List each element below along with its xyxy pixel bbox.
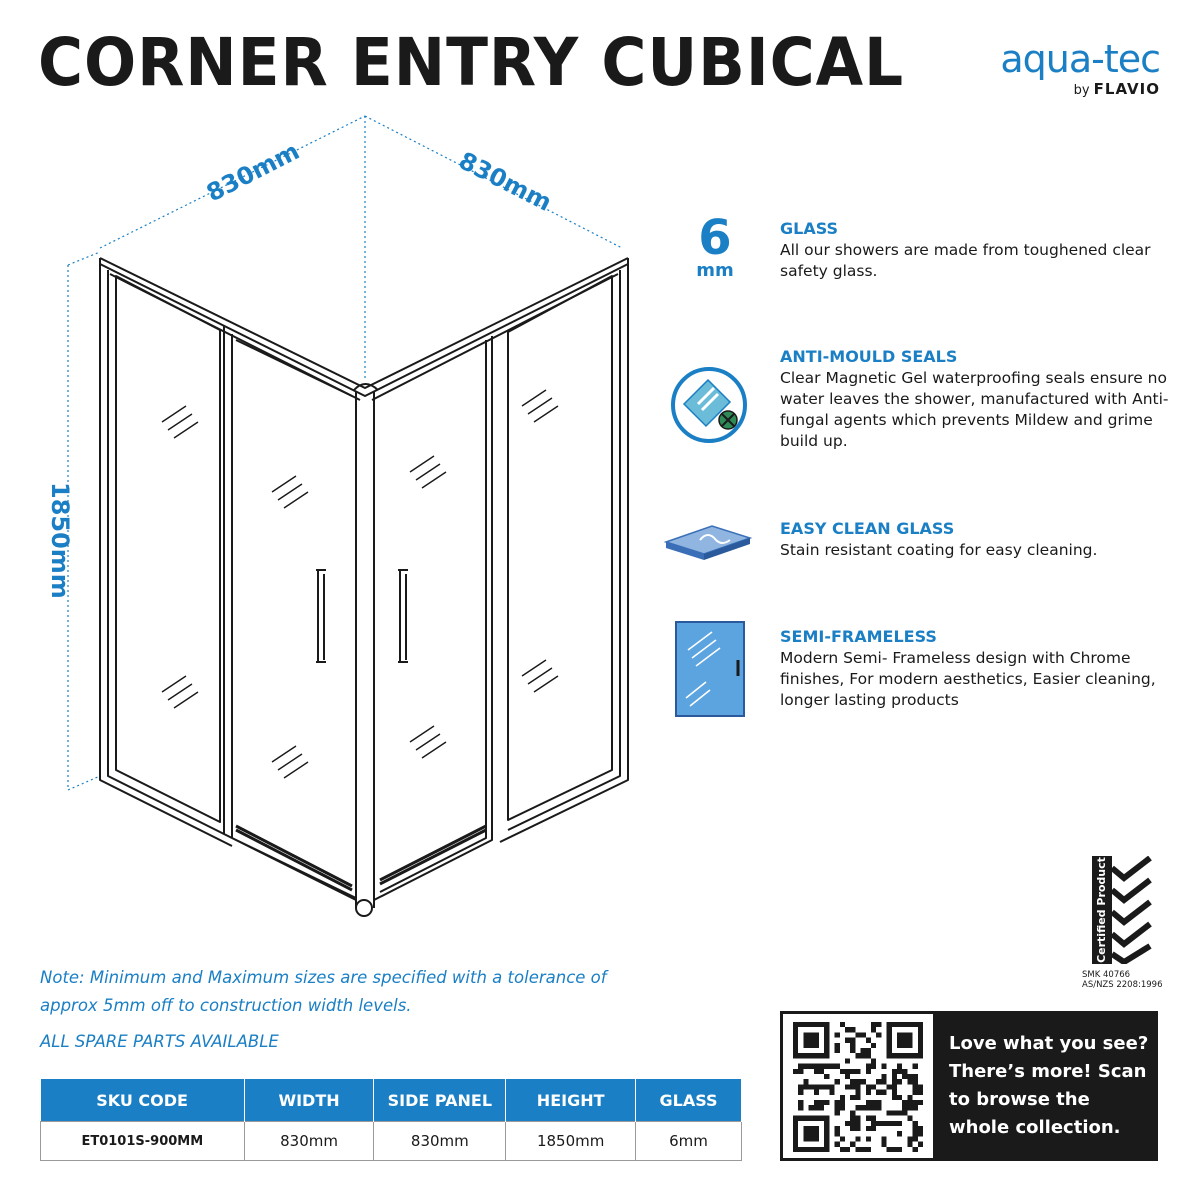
qr-callout-line: Love what you see?	[949, 1033, 1149, 1054]
brand-logo	[950, 37, 1160, 98]
feature-glass	[780, 219, 1180, 282]
cell-sku-code: ET0101S-900MM	[41, 1122, 245, 1161]
tolerance-note: Note: Minimum and Maximum sizes are specified with a tolerance of approx 5mm off to construction width levels.	[40, 968, 607, 1015]
page-title: CORNER ENTRY CUBICAL	[38, 24, 905, 101]
feature-anti-mould-seals	[780, 347, 1180, 452]
feature-text: All our showers are made from toughened clear safety glass.	[780, 241, 1151, 280]
certification-code: SMK 40766	[1082, 970, 1131, 980]
easy-clean-glass-icon	[664, 520, 754, 564]
feature-heading: SEMI-FRAMELESS	[780, 627, 937, 646]
glass-thickness-unit: mm	[696, 260, 734, 281]
table-row	[41, 1122, 742, 1161]
spec-table	[40, 1079, 742, 1161]
certified-product-label: Certified Product	[1092, 856, 1112, 964]
qr-callout-line: to browse the	[949, 1089, 1090, 1110]
header-width: WIDTH	[244, 1079, 374, 1122]
certification-mark	[1082, 856, 1162, 990]
qr-panel	[780, 1011, 1158, 1161]
height-dimension-label: 1850mm	[46, 482, 74, 599]
feature-heading: GLASS	[780, 219, 839, 238]
glass-reflection-marks	[162, 390, 558, 778]
header-sku-code: SKU CODE	[41, 1079, 245, 1122]
feature-text: Stain resistant coating for easy cleaning.	[780, 541, 1098, 559]
checkmark-icon	[1106, 856, 1158, 964]
cell-height: 1850mm	[506, 1122, 636, 1161]
glass-thickness-icon	[688, 210, 742, 281]
header-height: HEIGHT	[506, 1079, 636, 1122]
qr-callout	[933, 1014, 1155, 1158]
cell-width: 830mm	[244, 1122, 374, 1161]
certified-product-badge	[1082, 856, 1158, 964]
certification-standard: AS/NZS 2208:1996	[1082, 980, 1163, 990]
depth-dimension-label: 830mm	[454, 146, 557, 217]
width-dimension-label: 830mm	[202, 136, 304, 208]
brand-maker: FLAVIO	[1093, 80, 1160, 98]
feature-text: Modern Semi- Frameless design with Chrome finishes, For modern aesthetics, Easier cleaning, longer lasting products	[780, 649, 1156, 709]
feature-semi-frameless	[780, 627, 1180, 711]
spare-parts-note: ALL SPARE PARTS AVAILABLE	[40, 1032, 279, 1051]
enclosure-frame	[100, 258, 628, 916]
enclosure-diagram	[0, 100, 660, 940]
header-side-panel: SIDE PANEL	[374, 1079, 506, 1122]
brand-byline	[950, 80, 1160, 98]
cell-side-panel: 830mm	[374, 1122, 506, 1161]
qr-callout-line: whole collection.	[949, 1117, 1121, 1138]
spec-table-header	[41, 1079, 742, 1122]
glass-thickness-number: 6	[698, 210, 732, 266]
qr-code[interactable]	[793, 1022, 923, 1152]
header-glass: GLASS	[636, 1079, 742, 1122]
certification-codes	[1082, 970, 1162, 990]
feature-heading: EASY CLEAN GLASS	[780, 519, 955, 538]
feature-text: Clear Magnetic Gel waterproofing seals ensure no water leaves the shower, manufactured with Anti-fungal agents which prevents Mildew and grime build up.	[780, 369, 1169, 450]
semi-frameless-icon	[674, 620, 746, 718]
seal-icon	[668, 364, 750, 446]
cell-glass: 6mm	[636, 1122, 742, 1161]
qr-callout-line: There’s more! Scan	[949, 1061, 1147, 1082]
brand-by: by	[1073, 83, 1090, 98]
brand-name: aqua-tec	[1000, 37, 1160, 81]
feature-heading: ANTI-MOULD SEALS	[780, 347, 958, 366]
feature-easy-clean-glass	[780, 519, 1180, 561]
